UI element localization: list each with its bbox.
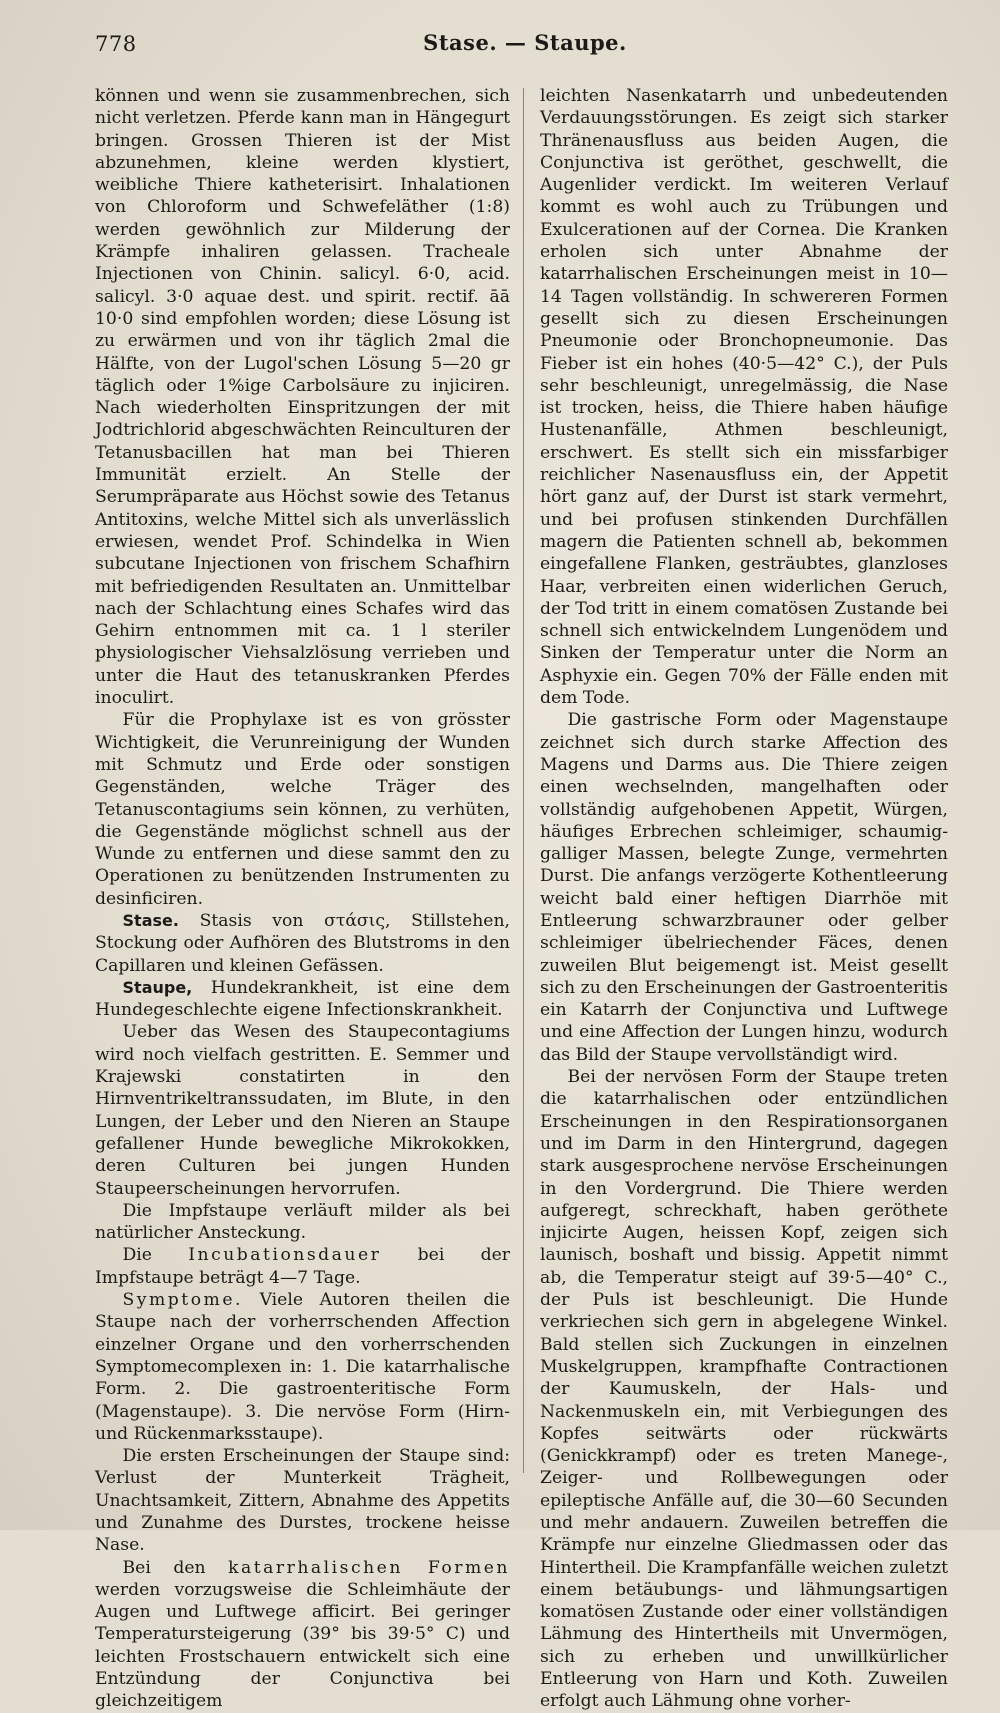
- impfstaupe-paragraph: Die Impfstaupe verläuft milder als bei natürlicher Ansteckung.: [95, 1200, 510, 1244]
- tetanus-prophylaxis-paragraph: Für die Prophylaxe ist es von grösster Wichtigkeit, die Verunreinigung der Wunden mit Schmutz und Erde oder sonstigen Gegenständen, welche Träger des Tetanuscontagiums sein können, zu verhüten, die Gegenstände möglichst schnell aus der Wunde zu entfernen und diese sammt den zu Operationen zu benützenden Instrumenten zu desinficiren.: [95, 710, 510, 909]
- staupe-definition: Hundekrankheit, ist eine dem Hundegeschlechte eigene Infectionskrankheit.: [95, 977, 510, 1021]
- column-divider: [523, 88, 524, 1473]
- page-number: 778: [95, 32, 137, 56]
- left-column: [95, 85, 510, 1713]
- right-column: [540, 85, 948, 1713]
- catarrhal-paragraph: Bei den katarrhalischen Formen werden vorzugsweise die Schleimhäute der Augen und Luftwege afficirt. Bei geringer Temperatursteigerung (39° bis 39·5° C) und leichten Frostschauern entwickelt sich eine Entzündung der Conjunctiva bei gleichzeitigem: [95, 1557, 510, 1712]
- staupe-entry: [95, 977, 510, 1022]
- tetanus-treatment-paragraph: können und wenn sie zusammenbrechen, sich nicht verletzen. Pferde kann man in Hängegurt bringen. Grossen Thieren ist der Mist abzunehmen, kleine werden klystiert, weibliche Thiere katheterisirt. Inhalationen von Chloroform und Schwefeläther (1:8) werden gewöhnlich zur Milderung der Krämpfe inhaliren gelassen. Tracheale Injectionen von Chinin. salicyl. 6·0, acid. salicyl. 3·0 aquae dest. und spirit. rectif. āā 10·0 sind empfohlen worden; diese Lösung ist zu erwärmen und von ihr täglich 2mal die Hälfte, von der Lugol'schen Lösung 5—20 gr täglich oder 1%ige Carbolsäure zu injiciren. Nach wiederholten Einspritzungen der mit Jodtrichlorid abgeschwächten Reinculturen der Tetanusbacillen hat man bei Thieren Immunität erzielt. An Stelle der Serumpräparate aus Höchst sowie des Tetanus Antitoxins, welche Mittel sich als unverlässlich erwiesen, wendet Prof. Schindelka in Wien subcutane Injectionen von frischem Schafhirn mit befriedigenden Resultaten an. Unmittelbar nach der Schlachtung eines Schafes wird das Gehirn entnommen mit ca. 1 l steriler physiologischer Viehsalzlösung verrieben und unter die Haut des tetanuskranken Pferdes inoculirt.: [95, 86, 510, 709]
- nervous-form-paragraph: Bei der nervösen Form der Staupe treten die katarrhalischen oder entzündlichen Erscheinungen in den Respirationsorganen und im Darm in den Hintergrund, dagegen stark ausgesprochene nervöse Erscheinungen in den Vordergrund. Die Thiere werden aufgeregt, schreckhaft, haben geröthete injicirte Augen, heissen Kopf, zeigen sich launisch, boshaft und bissig. Appetit nimmt ab, die Temperatur steigt auf 39·5—40° C., der Puls ist beschleunigt. Die Hunde verkriechen sich gern in abgelegene Winkel. Bald stellen sich Zuckungen in einzelnen Muskelgruppen, krampfhafte Contractionen der Kaumuskeln, der Hals- und Nackenmuskeln ein, mit Verbiegungen des Kopfes seitwärts oder rückwärts (Genickkrampf) oder es treten Manege-, Zeiger- und Rollbewegungen oder epileptische Anfälle auf, die 30—60 Secunden und mehr andauern. Zuweilen betreffen die Krämpfe nur einzelne Gliedmassen oder das Hintertheil. Die Krampfanfälle weichen zuletzt einem betäubungs- und lähmungsartigen komatösen Zustande oder einer vollständigen Lähmung des Hintertheils mit Unvermögen, sich zu erheben und unwillkürlicher Entleerung von Harn und Koth. Zuweilen erfolgt auch Lähmung ohne vorher-: [540, 1067, 948, 1712]
- catarrhal-continued-paragraph: leichten Nasenkatarrh und unbedeutenden Verdauungsstörungen. Es zeigt sich starker Thränenausfluss aus beiden Augen, die Conjunctiva ist geröthet, geschwellt, die Augenlider verdickt. Im weiteren Verlauf kommt es wohl auch zu Trübungen und Exulcerationen auf der Cornea. Die Kranken erholen sich unter Abnahme der katarrhalischen Erscheinungen meist in 10—14 Tagen vollständig. In schwereren Formen gesellt sich zu diesen Erscheinungen Pneumonie oder Bronchopneumonie. Das Fieber ist ein hohes (40·5—42° C.), der Puls sehr beschleunigt, unregelmässig, die Nase ist trocken, heiss, die Thiere haben häufige Hustenanfälle, Athmen beschleunigt, erschwert. Es stellt sich ein missfarbiger reichlicher Nasenausfluss ein, der Appetit hört ganz auf, der Durst ist stark vermehrt, und bei profusen stinkenden Durchfällen magern die Patienten schnell ab, bekommen eingefallene Flanken, gesträubtes, glanzloses Haar, verbreiten einen widerlichen Geruch, der Tod tritt in einem comatösen Zustande bei schnell sich entwickelndem Lungenödem und Sinken der Temperatur unter die Norm an Asphyxie ein. Gegen 70% der Fälle enden mit dem Tode.: [540, 86, 948, 709]
- stase-definition: Stasis von στάσις, Stillstehen, Stockung oder Aufhören des Blutstroms in den Capillaren und kleinen Gefässen.: [95, 910, 510, 976]
- running-title: Stase. — Staupe.: [423, 30, 627, 55]
- page-header: [95, 30, 955, 70]
- incubation-paragraph: Die Incubationsdauer bei der Impfstaupe beträgt 4—7 Tage.: [95, 1245, 510, 1288]
- gastric-form-paragraph: Die gastrische Form oder Magenstaupe zeichnet sich durch starke Affection des Magens und Darms aus. Die Thiere zeigen einen wechselnden, mangelhaften oder vollständig aufgehobenen Appetit, Würgen, häufiges Erbrechen schleimiger, schaumig-galliger Massen, belegte Zunge, vermehrten Durst. Die anfangs verzögerte Kothentleerung weicht bald einer heftigen Diarrhöe mit Entleerung schwarzbrauner oder gelber schleimiger übelriechender Fäces, denen zuweilen Blut beigemengt ist. Meist gesellt sich zu den Erscheinungen der Gastroenteritis ein Katarrh der Conjunctiva und Luftwege und eine Affection der Lungen hinzu, wodurch das Bild der Staupe vervollständigt wird.: [540, 710, 948, 1065]
- contagium-paragraph: Ueber das Wesen des Staupecontagiums wird noch vielfach gestritten. E. Semmer und Krajewski constatirten in den Hirnventrikeltranssudaten, im Blute, in den Lungen, der Leber und den Nieren an Staupe gefallener Hunde bewegliche Mikrokokken, deren Culturen bei jungen Hunden Staupeerscheinungen hervorrufen.: [95, 1022, 510, 1199]
- symptoms-term: Symptome.: [122, 1290, 243, 1311]
- staupe-headword: Staupe,: [122, 977, 193, 997]
- incubation-term: Incubationsdauer: [188, 1245, 382, 1266]
- first-signs-paragraph: Die ersten Erscheinungen der Staupe sind: Verlust der Munterkeit Trägheit, Unachtsamkeit, Zittern, Abnahme des Appetits und Zunahme des Durstes, trockene heisse Nase.: [95, 1446, 510, 1556]
- catarrhal-term: katarrhalischen Formen: [228, 1557, 510, 1578]
- stase-headword: Stase.: [122, 910, 179, 930]
- stase-entry: [95, 910, 510, 977]
- symptoms-paragraph: Symptome. Viele Autoren theilen die Staupe nach der vorherrschenden Affection einzelner Organe und den vorherrschenden Symptomecomplexen in: 1. Die katarrhalische Form. 2. Die gastroenteritische Form (Magenstaupe). 3. Die nervöse Form (Hirn- und Rückenmarksstaupe).: [95, 1290, 510, 1444]
